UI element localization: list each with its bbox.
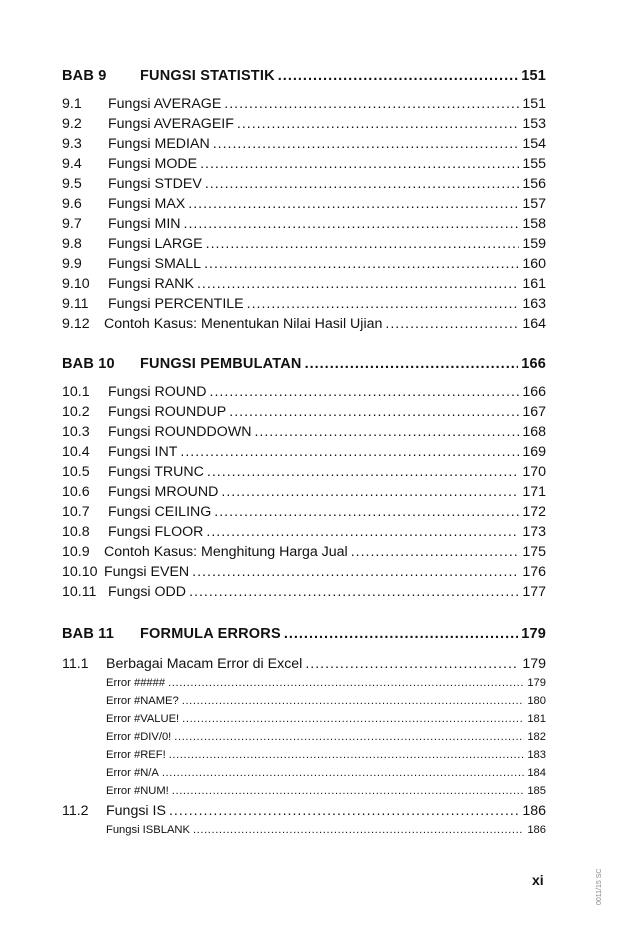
dot-leader (385, 316, 519, 332)
toc-entry (62, 136, 546, 156)
entry-title: Fungsi AVERAGEIF (108, 116, 234, 132)
entry-page: 161 (522, 276, 546, 292)
sub-entry-title: Error #REF! (106, 749, 166, 761)
toc-entry (62, 444, 546, 464)
dot-leader (278, 68, 518, 84)
toc-entry (62, 404, 546, 424)
entry-number: 9.7 (62, 216, 82, 232)
toc-entry (62, 316, 546, 336)
entry-title: Fungsi MAX (108, 196, 186, 212)
dot-leader (169, 803, 519, 819)
entry-title: Fungsi ROUNDDOWN (108, 424, 252, 440)
toc-entry (62, 544, 546, 564)
dot-leader (351, 544, 520, 560)
toc-entry (62, 196, 546, 216)
entry-title: Fungsi INT (108, 444, 178, 460)
toc-sub-entry (106, 677, 546, 693)
entry-page: 168 (522, 424, 546, 440)
entry-title: Fungsi MEDIAN (108, 136, 210, 152)
toc-entry (62, 424, 546, 444)
entry-number: 9.5 (62, 176, 82, 192)
toc-sub-entry (106, 767, 546, 783)
dot-leader (210, 384, 520, 400)
entry-page: 176 (522, 564, 546, 580)
dot-leader (162, 767, 524, 779)
margin-code: 0011/15 SC (596, 868, 603, 905)
sub-entry-title: Fungsi ISBLANK (106, 824, 190, 836)
toc-entry (62, 504, 546, 524)
toc-entry (62, 384, 546, 404)
entry-page: 164 (522, 316, 546, 332)
entry-number: 10.6 (62, 484, 90, 500)
entry-page: 153 (522, 116, 546, 132)
entry-page: 155 (522, 156, 546, 172)
dot-leader (180, 444, 519, 460)
dot-leader (214, 504, 519, 520)
entry-number: 10.2 (62, 404, 90, 420)
dot-leader (174, 731, 524, 743)
dot-leader (200, 156, 519, 172)
entry-number: 11.1 (62, 656, 89, 672)
entry-title: Fungsi ROUND (108, 384, 207, 400)
entry-number: 9.3 (62, 136, 82, 152)
entry-title: Fungsi MROUND (108, 484, 219, 500)
dot-leader (172, 785, 525, 797)
toc-entry (62, 256, 546, 276)
chapter-title: FUNGSI STATISTIK (140, 68, 275, 84)
entry-page: 157 (522, 196, 546, 212)
toc-entry (62, 803, 546, 823)
sub-entry-page: 186 (527, 824, 546, 836)
sub-entry-title: Error #NAME? (106, 695, 179, 707)
dot-leader (254, 424, 519, 440)
entry-number: 10.10 (62, 564, 98, 580)
dot-leader (247, 296, 520, 312)
dot-leader (184, 216, 520, 232)
entry-number: 9.6 (62, 196, 82, 212)
entry-title: Fungsi IS (106, 803, 166, 819)
dot-leader (224, 96, 519, 112)
entry-title: Fungsi TRUNC (108, 464, 204, 480)
entry-page: 173 (522, 524, 546, 540)
entry-number: 10.7 (62, 504, 90, 520)
dot-leader (197, 276, 519, 292)
toc-sub-entry (106, 731, 546, 747)
dot-leader (207, 464, 519, 480)
entry-page: 156 (522, 176, 546, 192)
entry-title: Fungsi FLOOR (108, 524, 204, 540)
dot-leader (188, 196, 519, 212)
dot-leader (169, 749, 525, 761)
entry-number: 9.2 (62, 116, 82, 132)
entry-page: 169 (522, 444, 546, 460)
entry-page: 163 (522, 296, 546, 312)
toc-entry (62, 584, 546, 604)
dot-leader (237, 116, 519, 132)
toc-sub-entry (106, 785, 546, 801)
toc-entry (62, 296, 546, 316)
sub-entry-title: Error #N/A (106, 767, 159, 779)
toc-entry (62, 216, 546, 236)
sub-entry-page: 182 (527, 731, 546, 743)
entry-number: 10.9 (62, 544, 90, 560)
entry-number: 9.4 (62, 156, 82, 172)
entry-page: 179 (522, 656, 546, 672)
entry-title: Fungsi ROUNDUP (108, 404, 227, 420)
toc-sub-entry (106, 824, 546, 840)
dot-leader (168, 677, 524, 689)
entry-number: 9.8 (62, 236, 82, 252)
entry-number: 10.8 (62, 524, 90, 540)
sub-entry-page: 185 (527, 785, 546, 797)
toc-entry (62, 116, 546, 136)
toc-entry (62, 524, 546, 544)
entry-page: 151 (522, 96, 546, 112)
toc-entry (62, 236, 546, 256)
entry-page: 172 (522, 504, 546, 520)
entry-number: 10.3 (62, 424, 90, 440)
entry-title: Fungsi MODE (108, 156, 198, 172)
dot-leader (204, 256, 519, 272)
dot-leader (193, 824, 524, 836)
entry-page: 170 (522, 464, 546, 480)
toc-entry (62, 176, 546, 196)
entry-title: Contoh Kasus: Menghitung Harga Jual (104, 544, 348, 560)
entry-title: Fungsi EVEN (104, 564, 190, 580)
toc-entry (62, 96, 546, 116)
entry-number: 9.11 (62, 296, 89, 312)
toc-entry (62, 484, 546, 504)
entry-page: 175 (522, 544, 546, 560)
sub-entry-title: Error ##### (106, 677, 166, 689)
entry-title: Fungsi RANK (108, 276, 194, 292)
toc-entry (62, 464, 546, 484)
chapter-heading (62, 356, 546, 376)
entry-title: Fungsi STDEV (108, 176, 202, 192)
toc-entry (62, 564, 546, 584)
entry-page: 158 (522, 216, 546, 232)
dot-leader (206, 236, 520, 252)
dot-leader (189, 584, 519, 600)
dot-leader (206, 524, 519, 540)
sub-entry-page: 184 (527, 767, 546, 779)
chapter-title: FUNGSI PEMBULATAN (140, 356, 302, 372)
chapter-number: BAB 10 (62, 356, 115, 372)
chapter-page: 166 (521, 356, 546, 372)
entry-title: Fungsi ODD (108, 584, 187, 600)
entry-title: Fungsi AVERAGE (108, 96, 222, 112)
entry-page: 186 (522, 803, 546, 819)
toc-entry (62, 156, 546, 176)
entry-title: Contoh Kasus: Menentukan Nilai Hasil Ujian (104, 316, 383, 332)
entry-page: 159 (522, 236, 546, 252)
toc-sub-entry (106, 749, 546, 765)
entry-title: Fungsi PERCENTILE (108, 296, 244, 312)
page-number: xi (532, 872, 544, 888)
sub-entry-title: Error #DIV/0! (106, 731, 172, 743)
toc-entry (62, 276, 546, 296)
entry-page: 154 (522, 136, 546, 152)
entry-page: 171 (522, 484, 546, 500)
dot-leader (221, 484, 519, 500)
entry-title: Fungsi MIN (108, 216, 181, 232)
dot-leader (213, 136, 520, 152)
entry-page: 167 (522, 404, 546, 420)
dot-leader (305, 656, 519, 672)
entry-page: 177 (522, 584, 546, 600)
dot-leader (229, 404, 519, 420)
sub-entry-title: Error #VALUE! (106, 713, 180, 725)
entry-number: 9.9 (62, 256, 82, 272)
entry-page: 160 (522, 256, 546, 272)
dot-leader (182, 695, 525, 707)
dot-leader (305, 356, 519, 372)
chapter-number: BAB 9 (62, 68, 107, 84)
entry-number: 11.2 (62, 803, 89, 819)
dot-leader (205, 176, 520, 192)
chapter-title: FORMULA ERRORS (140, 626, 281, 642)
dot-leader (182, 713, 524, 725)
entry-title: Fungsi SMALL (108, 256, 202, 272)
entry-title: Fungsi CEILING (108, 504, 212, 520)
entry-number: 9.1 (62, 96, 82, 112)
entry-page: 166 (522, 384, 546, 400)
chapter-heading (62, 68, 546, 88)
sub-entry-page: 181 (527, 713, 546, 725)
dot-leader (192, 564, 519, 580)
chapter-heading (62, 626, 546, 646)
toc-sub-entry (106, 713, 546, 729)
entry-number: 10.4 (62, 444, 90, 460)
sub-entry-title: Error #NUM! (106, 785, 169, 797)
toc-sub-entry (106, 695, 546, 711)
entry-title: Fungsi LARGE (108, 236, 203, 252)
entry-title: Berbagai Macam Error di Excel (106, 656, 303, 672)
entry-number: 9.10 (62, 276, 90, 292)
entry-number: 10.5 (62, 464, 90, 480)
sub-entry-page: 180 (527, 695, 546, 707)
chapter-page: 151 (521, 68, 546, 84)
dot-leader (284, 626, 518, 642)
entry-number: 10.11 (62, 584, 97, 600)
chapter-number: BAB 11 (62, 626, 114, 642)
chapter-page: 179 (521, 626, 546, 642)
toc-entry (62, 656, 546, 676)
sub-entry-page: 183 (527, 749, 546, 761)
sub-entry-page: 179 (527, 677, 546, 689)
entry-number: 9.12 (62, 316, 90, 332)
entry-number: 10.1 (62, 384, 90, 400)
